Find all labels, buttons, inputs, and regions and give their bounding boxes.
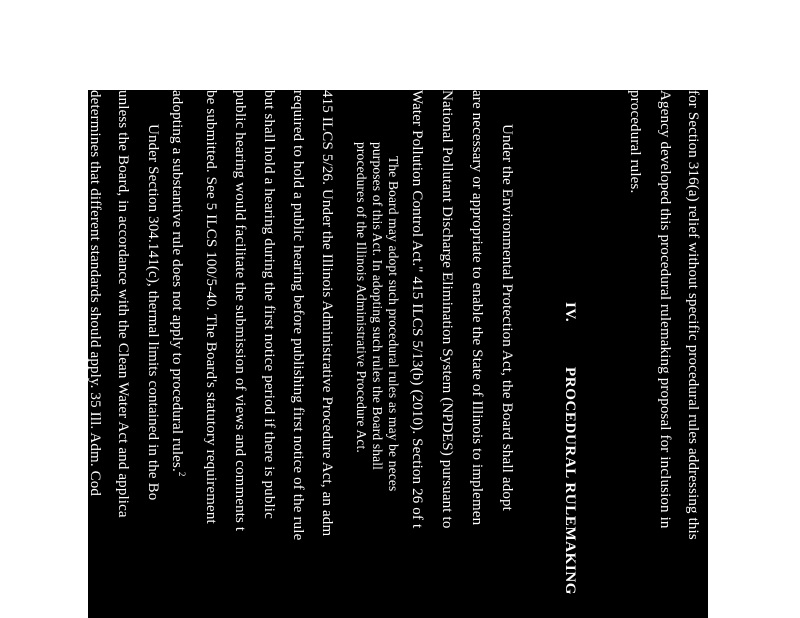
quote-line: procedures of the Illinois Administrative Procedure Act. — [354, 142, 369, 453]
text-line: procedural rules. — [627, 90, 643, 194]
rotated-document-page — [59, 90, 708, 618]
text-line: 415 ILCS 5/26. Under the Illinois Administrative Procedure Act, an adm — [319, 90, 335, 537]
text-line: but shall hold a hearing during the first notice period if there is public — [261, 90, 277, 519]
text-line: are necessary or appropriate to enable the State of Illinois to implemen — [469, 90, 485, 526]
section-number: IV. — [562, 302, 578, 323]
text-line: Agency developed this procedural rulemaking proposal for inclusion in — [657, 90, 673, 529]
text-line: be submitted. See 5 ILCS 100/5-40. The Board's statutory requirement — [203, 90, 219, 524]
text-line: procedural rulemaking, the Illinois EPA has integrated the existing fe — [59, 90, 75, 515]
text-line: for Section 316(a) relief without specific procedural rules addressing this — [685, 90, 701, 540]
text-line: public hearing would facilitate the submission of views and comments t — [232, 90, 248, 532]
text-line: Under Section 304.141(c), thermal limits contained in the Bo — [145, 124, 161, 501]
quote-line: The Board may adopt such procedural rules as may be neces — [386, 156, 401, 492]
footnote-marker: 2 — [177, 471, 187, 477]
section-heading — [561, 302, 578, 595]
text-line — [168, 90, 191, 477]
text-line: National Pollutant Discharge Elimination System (NPDES) pursuant to — [439, 90, 455, 529]
quote-line: purposes of this Act. In adopting such rules the Board shall — [370, 142, 385, 471]
text-line: Under the Environmental Protection Act, the Board shall adopt — [499, 124, 515, 511]
text-line: unless the Board, in accordance with the Clean Water Act and applica — [115, 90, 131, 518]
section-title: PROCEDURAL RULEMAKING — [562, 367, 578, 596]
text-line: required to hold a public hearing before publishing first notice of the rule — [290, 90, 306, 541]
text-line: Water Pollution Control Act." 415 ILCS 5/13(b) (2010). Section 26 of t — [409, 90, 425, 529]
text-line: determines that different standards should apply. 35 Ill. Adm. Cod — [87, 90, 103, 497]
text-line-content: adopting a substantive rule does not apply to procedural rules. — [169, 90, 185, 472]
scanned-document-image — [59, 90, 708, 618]
